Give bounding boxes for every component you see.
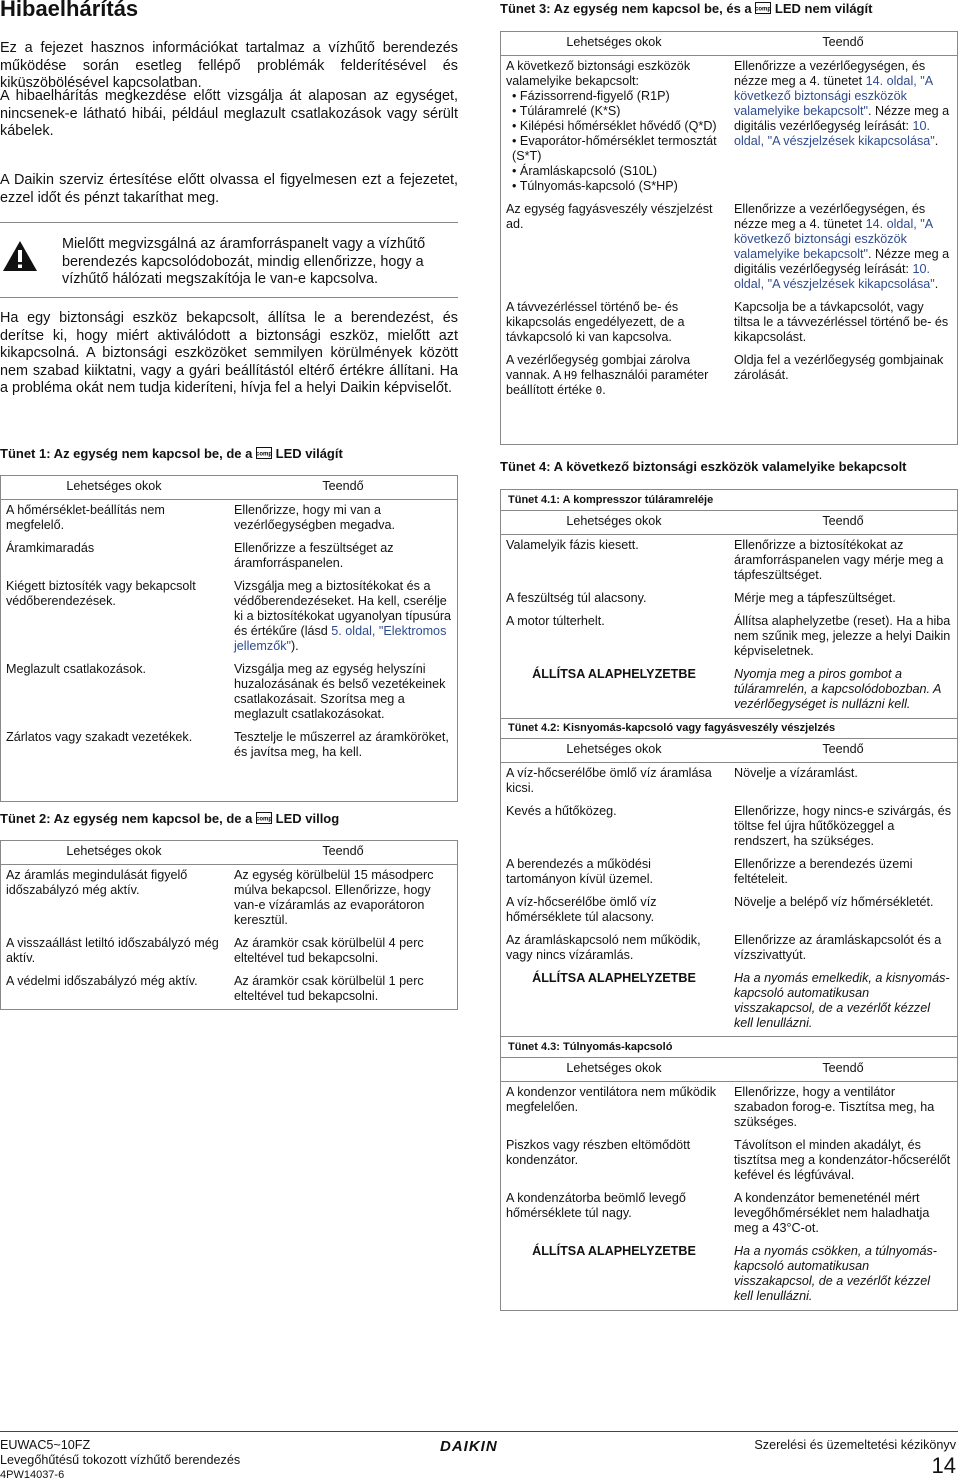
symptom-4-3-table [500, 1058, 958, 1309]
table-row [500, 664, 958, 717]
cause-cell: A hőmérséklet-beállítás nem megfelelő. [6, 503, 165, 532]
col-header-cause: Lehetséges okok [0, 841, 228, 865]
footer-rule [0, 1431, 958, 1432]
comp-led-label: comp [256, 451, 272, 458]
symptom-4-heading: Tünet 4: A következő biztonsági eszközök valamelyike bekapcsolt [500, 459, 907, 474]
col-header-action: Teendő [728, 511, 958, 535]
cause-cell: A védelmi időszabályzó még aktív. [6, 974, 198, 988]
warning-text: Mielőtt megvizsgálná az áramforráspanelt vagy a vízhűtő berendezés kapcsolódobozát, mindig ellenőrizze, hogy a vízhűtő hálózati megszakítója le van-e kapcsolva. [62, 236, 426, 288]
col-header-cause: Lehetséges okok [0, 476, 228, 500]
action-text-end: . [934, 277, 939, 291]
cause-text-end: . [602, 383, 606, 397]
symptom-4-2-top-rule [500, 718, 958, 719]
action-text-end: ). [290, 639, 299, 653]
reset-label: ÁLLÍTSA ALAPHELYZETBE [532, 971, 696, 985]
symptom-3-heading-suffix: LED nem világít [774, 1, 873, 16]
table-row [500, 199, 958, 297]
symptom-1-table [0, 476, 458, 765]
table-row [500, 350, 958, 403]
table-row [500, 763, 958, 802]
footer-description: Levegőhűtésű tokozott vízhűtő berendezés [0, 1453, 241, 1467]
cause-cell: A víz-hőcserélőbe ömlő víz hőmérséklete túl alacsony. [506, 895, 657, 924]
symptom-1-heading-text: Tünet 1: Az egység nem kapcsol be, de a [0, 446, 253, 461]
table-row [500, 801, 958, 854]
cause-cell [500, 350, 728, 403]
action-cell: Oldja fel a vezérlőegység gombjainak zárolását. [734, 353, 944, 382]
symptom-2-table [0, 841, 458, 1009]
list-item: • Evaporátor-hőmérséklet termosztát (S*T) [512, 134, 722, 164]
warning-bottom-rule [0, 297, 458, 298]
action-cell: Távolítson el minden akadályt, és tisztítsa meg a kondenzátor-hőcserélőt kefével és légfúvával. [734, 1138, 951, 1182]
action-text: . Nézze meg a digitális vezérlőegység leírását: [734, 247, 950, 276]
action-cell: Az áramkör csak körülbelül 1 perc elteltével tud bekapcsolni. [234, 974, 424, 1003]
comp-led-label: comp [256, 816, 272, 823]
warning-icon [2, 240, 38, 272]
col-header-cause: Lehetséges okok [500, 1058, 728, 1082]
action-cell [728, 199, 958, 297]
cause-cell: Kiégett biztosíték vagy bekapcsolt védőberendezések. [6, 579, 196, 608]
action-text: Ellenőrizze a vezérlőegységen, és nézze meg a 4. tünetet [734, 202, 926, 231]
page-title: Hibaelhárítás [0, 0, 139, 21]
col-header-action: Teendő [728, 1058, 958, 1082]
cause-cell: A távvezérléssel történő be- és kikapcsolás engedélyezett, de a távkapcsoló ki van kapcsolva. [506, 300, 685, 344]
reset-label: ÁLLÍTSA ALAPHELYZETBE [532, 667, 696, 681]
symptom-4-2-title: Tünet 4.2: Kisnyomás-kapcsoló vagy fagyásveszély vészjelzés [508, 722, 836, 734]
table-row [500, 968, 958, 1036]
action-cell: Ellenőrizze az áramláskapcsolót és a vízszivattyút. [734, 933, 942, 962]
cause-intro: A következő biztonsági eszközök valamelyike bekapcsolt: [506, 59, 691, 88]
action-cell: Az egység körülbelül 15 másodperc múlva bekapcsol. Ellenőrizze, hogy van-e vízáramlás az evaporátoron keresztül. [234, 868, 434, 927]
table-row [500, 1188, 958, 1241]
action-cell: Kapcsolja be a távkapcsolót, vagy tiltsa le a távvezérléssel történő be- és kikapcsolást. [734, 300, 949, 344]
action-cell: Ellenőrizze a biztosítékokat az áramforráspanelen vagy mérje meg a tápfeszültséget. [734, 538, 944, 582]
comp-led-icon [755, 2, 771, 14]
footer-manual-title: Szerelési és üzemeltetési kézikönyv [754, 1438, 956, 1452]
table-row [500, 892, 958, 930]
reset-note: Ha a nyomás emelkedik, a kisnyomás-kapcsoló automatikusan visszakapcsol, de a vezérlőt kézzel kell lenullázni. [734, 971, 950, 1030]
symptom-1-heading-suffix: LED világít [275, 446, 343, 461]
table-row [0, 727, 458, 765]
link-alarm-reset[interactable]: 10. oldal, "A vészjelzések kikapcsolása" [734, 119, 935, 148]
symptom-4-2-table [500, 739, 958, 1036]
link-alarm-reset[interactable]: 10. oldal, "A vészjelzések kikapcsolása" [734, 262, 935, 291]
intro-paragraph-1: Ez a fejezet hasznos információkat tartalmaz a vízhűtő berendezés működése során esetleg fellépő problémák felderítésével és kiküszöbölésével kapcsolatban. [0, 40, 458, 92]
footer-doc-code: 4PW14037-6 [0, 1469, 65, 1481]
cause-cell: Az áramlás megindulását figyelő időszabályzó még aktív. [6, 868, 188, 897]
table-row [0, 659, 458, 727]
cause-cell: Meglazult csatlakozások. [6, 662, 146, 676]
symptom-3-heading [500, 1, 872, 16]
reset-label: ÁLLÍTSA ALAPHELYZETBE [532, 1244, 696, 1258]
footer-model: EUWAC5~10FZ [0, 1438, 91, 1452]
daikin-logo: DAIKIN [440, 1438, 498, 1455]
list-item: • Fázissorrend-figyelő (R1P) [512, 89, 722, 104]
symptom-2-heading-suffix: LED villog [275, 811, 340, 826]
action-cell: Ellenőrizze a berendezés üzemi feltételeit. [734, 857, 913, 886]
table-row [500, 535, 958, 589]
table-row [500, 1241, 958, 1309]
table-row [500, 611, 958, 664]
page-number: 14 [931, 1453, 956, 1478]
warning-top-rule [0, 222, 458, 223]
action-text: Ellenőrizze a vezérlőegységen, és nézze meg a 4. tünetet [734, 59, 926, 88]
list-item: • Túláramrelé (K*S) [512, 104, 722, 119]
cause-cell: A berendezés a működési tartományon kívül üzemel. [506, 857, 653, 886]
comp-led-icon [256, 447, 272, 459]
cause-cell: Az áramláskapcsoló nem működik, vagy nincs vízáramlás. [506, 933, 701, 962]
table-row [0, 865, 458, 934]
action-cell [728, 56, 958, 200]
action-cell: Növelje a vízáramlást. [734, 766, 858, 780]
cause-cell [500, 56, 728, 200]
action-cell: Ellenőrizze a feszültséget az áramforráspanelen. [234, 541, 394, 570]
cause-cell: A víz-hőcserélőbe ömlő víz áramlása kicsi. [506, 766, 712, 795]
action-cell: Vizsgálja meg az egység helyszíni huzalozásának és belső vezetékeinek csatlakozásait. Szorítsa meg a meglazult csatlakozásokat. [234, 662, 446, 721]
symptom-4-1-title: Tünet 4.1: A kompresszor túláramreléje [508, 494, 714, 506]
link-symptom-4[interactable]: 14. oldal, "A következő biztonsági eszközök valamelyike bekapcsolt" [734, 217, 933, 261]
symptom-4-1-table [500, 511, 958, 717]
table-row [0, 933, 458, 971]
symptom-2-heading-text: Tünet 2: Az egység nem kapcsol be, de a [0, 811, 253, 826]
link-symptom-4[interactable]: 14. oldal, "A következő biztonsági eszközök valamelyike bekapcsolt" [734, 74, 933, 118]
symptom-4-3-title: Tünet 4.3: Túlnyomás-kapcsoló [508, 1041, 673, 1053]
cause-cell: Piszkos vagy részben eltömődött kondenzátor. [506, 1138, 691, 1167]
comp-led-icon [256, 812, 272, 824]
col-header-action: Teendő [228, 841, 458, 865]
cause-text: felhasználói paraméter beállított értéke [506, 368, 709, 397]
intro-paragraph-3: A Daikin szerviz értesítése előtt olvassa el figyelmesen ezt a fejezetet, ezzel időt és pénzt takaríthat meg. [0, 172, 458, 206]
table-row [500, 1082, 958, 1136]
link-electrical-specs[interactable]: 5. oldal, "Elektromos jellemzők" [234, 624, 447, 653]
action-cell: Az áramkör csak körülbelül 4 perc elteltével tud bekapcsolni. [234, 936, 424, 965]
safety-paragraph: Ha egy biztonsági eszköz bekapcsolt, állítsa le a berendezést, és derítse ki, hogy miért aktiválódott a biztonsági eszköz, mielőtt azt kikapcsolná. A biztonsági eszközöket semmilyen körülmények között nem szabad kiiktatni, vagy a gyári beállítástól eltérő értékre állítani. Ha a probléma okát nem tudja kideríteni, hívja fel a helyi Daikin képviselőt. [0, 310, 458, 397]
action-text-end: . [934, 134, 939, 148]
table-row [0, 576, 458, 659]
col-header-cause: Lehetséges okok [500, 739, 728, 763]
footer-left [0, 1438, 240, 1483]
symptom-2-heading [0, 811, 339, 826]
cause-cell: A motor túlterhelt. [506, 614, 605, 628]
table-row [500, 588, 958, 611]
cause-cell: Zárlatos vagy szakadt vezetékek. [6, 730, 193, 744]
action-cell: Ellenőrizze, hogy mi van a vezérlőegységben megadva. [234, 503, 396, 532]
table-row [500, 1135, 958, 1188]
cause-cell: Áramkimaradás [6, 541, 95, 555]
list-item: • Kilépési hőmérséklet hővédő (Q*D) [512, 119, 722, 134]
cause-cell: A kondenzátorba beömlő levegő hőmérséklete túl nagy. [506, 1191, 686, 1220]
symptom-1-heading [0, 446, 343, 461]
cause-cell: A visszaállást letiltó időszabályzó még aktív. [6, 936, 219, 965]
action-cell [228, 576, 458, 659]
table-row [0, 500, 458, 539]
action-cell: Ellenőrizze, hogy nincs-e szivárgás, és töltse fel újra hűtőközeggel a rendszert, ha szükséges. [734, 804, 951, 848]
symptom-3-table [500, 32, 958, 403]
cause-cell: Valamelyik fázis kiesett. [506, 538, 639, 552]
intro-paragraph-2: A hibaelhárítás megkezdése előtt vizsgálja át alaposan az egységet, nincsenek-e látható hibái, például meglazult csatlakozások vagy sérült kábelek. [0, 88, 458, 140]
col-header-action: Teendő [728, 739, 958, 763]
cause-cell: A feszültség túl alacsony. [506, 591, 647, 605]
action-cell: Mérje meg a tápfeszültséget. [734, 591, 896, 605]
action-text: Vizsgálja meg a biztosítékokat és a védőberendezéseket. Ha kell, cserélje ki a biztosítékokat ugyanolyan típusúra és értékűre (lásd [234, 579, 452, 638]
col-header-action: Teendő [228, 476, 458, 500]
table-row [500, 930, 958, 968]
action-cell: Ellenőrizze, hogy a ventilátor szabadon forog-e. Tisztítsa meg, ha szükséges. [734, 1085, 935, 1129]
cause-cell: A kondenzor ventilátora nem működik megfelelően. [506, 1085, 717, 1114]
col-header-action: Teendő [728, 32, 958, 56]
parameter-code: H9 [564, 369, 578, 382]
table-row [0, 971, 458, 1009]
parameter-value: 0 [595, 384, 603, 397]
action-cell: Növelje a belépő víz hőmérsékletét. [734, 895, 934, 909]
action-text: . Nézze meg a digitális vezérlőegység leírását: [734, 104, 950, 133]
safety-device-list [506, 89, 722, 194]
action-cell: A kondenzátor bemeneténél mért levegőhőmérséklet nem haladhatja meg a 43°C-ot. [734, 1191, 930, 1235]
list-item: • Túlnyomás-kapcsoló (S*HP) [512, 179, 722, 194]
table-row [500, 854, 958, 892]
table-row [500, 297, 958, 350]
action-cell: Állítsa alaphelyzetbe (reset). Ha a hiba nem szűnik meg, jelezze a helyi Daikin képviseletnek. [734, 614, 951, 658]
table-row [500, 56, 958, 200]
action-cell: Tesztelje le műszerrel az áramköröket, és javítsa meg, ha kell. [234, 730, 449, 759]
reset-note: Ha a nyomás csökken, a túlnyomás-kapcsoló automatikusan visszakapcsol, de a vezérlőt kézzel kell lenullázni. [734, 1244, 937, 1303]
cause-text: A vezérlőegység gombjai zárolva vannak. A [506, 353, 691, 382]
col-header-cause: Lehetséges okok [500, 511, 728, 535]
cause-cell: Kevés a hűtőközeg. [506, 804, 617, 818]
cause-cell: Az egység fagyásveszély vészjelzést ad. [506, 202, 713, 231]
reset-note: Nyomja meg a piros gombot a túláramrelén, a kapcsolódobozban. A vezérlőegységet is nullázni kell. [734, 667, 941, 711]
col-header-cause: Lehetséges okok [500, 32, 728, 56]
symptom-4-3-top-rule [500, 1036, 958, 1037]
list-item: • Áramláskapcsoló (S10L) [512, 164, 722, 179]
table-row [0, 538, 458, 576]
symptom-3-heading-text: Tünet 3: Az egység nem kapcsol be, és a [500, 1, 752, 16]
comp-led-label: comp [755, 6, 772, 13]
